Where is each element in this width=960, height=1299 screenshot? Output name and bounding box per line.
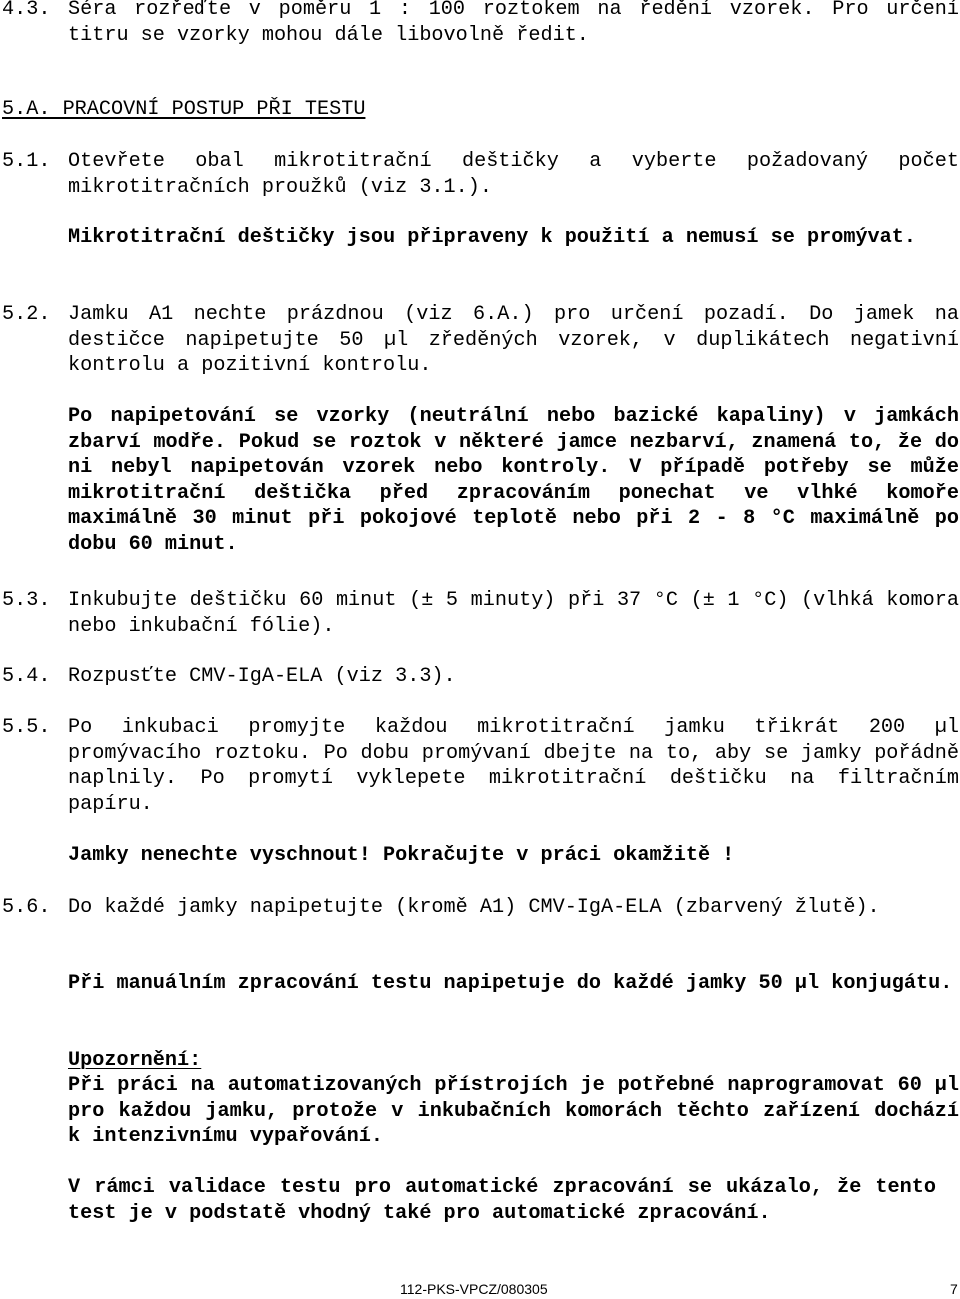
paragraph-text: Otevřete obal mikrotitrační deštičky a vyberte požadovaný počet mikrotitračních proužků (viz 3.1.). (68, 150, 959, 199)
bold-note: Mikrotitrační deštičky jsou připraveny k použití a nemusí se promývat. (68, 226, 917, 249)
paragraph-number: 5.1. (2, 150, 51, 173)
paragraph-number: 5.3. (2, 589, 51, 612)
paragraph-text: Do každé jamky napipetujte (kromě A1) CMV-IgA-ELA (zbarvený žlutě). (68, 896, 880, 919)
warning-heading: Upozornění: (68, 1049, 202, 1072)
page-number: 7 (950, 1281, 958, 1297)
paragraph-text: Inkubujte deštičku 60 minut (± 5 minuty) při 37 °C (± 1 °C) (vlhká komora nebo inkubační fólie). (68, 589, 959, 638)
paragraph-text: Po inkubaci promyjte každou mikrotitrační jamku třikrát 200 µl promývacího roztoku. Po dobu promývaní dbejte na to, aby se jamky pořádně naplnily. Po promytí vyklepete mikrotitrační deštičku na filtračním papíru. (68, 716, 959, 816)
bold-note: Při manuálním zpracování testu napipetuje do každé jamky 50 µl konjugátu. (68, 972, 953, 995)
paragraph-text: Jamku A1 nechte prázdnou (viz 6.A.) pro určení pozadí. Do jamek na destičce napipetujte 50 µl zředěných vzorek, v duplikátech negativní kontrolu a pozitivní kontrolu. (68, 303, 959, 377)
paragraph-text: Rozpusťte CMV-IgA-ELA (viz 3.3). (68, 665, 456, 688)
paragraph-number: 5.6. (2, 896, 51, 919)
paragraph-number: 5.2. (2, 303, 51, 326)
validation-text: V rámci validace testu pro automatické zpracování se ukázalo, že tento test je v podstatě vhodný také pro automatické zpracování. (68, 1176, 936, 1225)
paragraph-number: 4.3. (2, 0, 51, 21)
section-heading-5a: 5.A. PRACOVNÍ POSTUP PŘI TESTU (2, 98, 366, 121)
paragraph-text: Séra rozřeďte v poměru 1 : 100 roztokem na ředění vzorek. Pro určení titru se vzorky mohou dále libovolně ředit. (68, 0, 959, 47)
paragraph-number: 5.4. (2, 665, 51, 688)
bold-note-3: V případě potřeby se může mikrotitrační deštička před zpracováním ponechat ve vlhké komoře maximálně 30 minut při pokojové teplotě nebo při 2 - 8 °C maximálně po dobu 60 minut. (68, 456, 959, 556)
bold-note: Jamky nenechte vyschnout! Pokračujte v práci okamžitě ! (68, 844, 735, 867)
warning-text: Při práci na automatizovaných přístrojích je potřebné naprogramovat 60 µl pro každou jamku, protože v inkubačních komorách těchto zařízení dochází k intenzivnímu vypařování. (68, 1074, 959, 1148)
bold-note-2: Pokud se roztok v některé jamce nezbarví, znamená to, že do ni nebyl napipetován vzorek nebo kontroly. (68, 430, 959, 479)
document-code: 112-PKS-VPCZ/080305 (400, 1281, 548, 1297)
paragraph-number: 5.5. (2, 716, 51, 739)
bold-note-1: Po napipetování se vzorky (neutrální nebo bazické kapaliny) v jamkách zbarví modře. (68, 405, 959, 454)
